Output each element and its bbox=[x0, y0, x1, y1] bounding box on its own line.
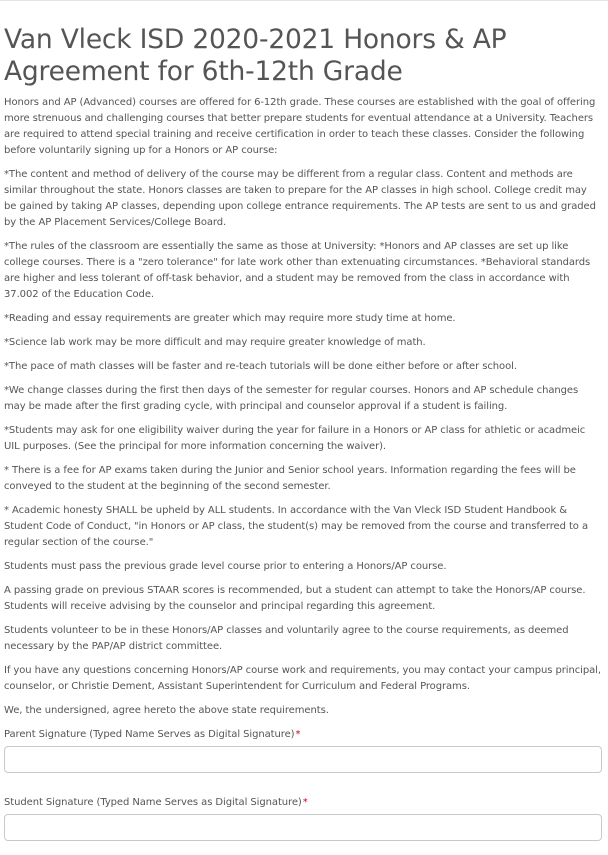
academic-honesty-paragraph: * Academic honesty SHALL be upheld by ALL students. In accordance with the Van Vleck ISD Student Handbook & Student Code of Conduct, "in Honors or AP class, the student(s) may be removed from the course and transferred to a regular section of the course." bbox=[4, 505, 588, 548]
schedule-changes-paragraph: *We change classes during the first then days of the semester for regular courses. Honors and AP schedule changes may be made after the first grading cycle, with principal and counselor approval if a student is failing. bbox=[4, 385, 579, 412]
parent-signature-group bbox=[4, 727, 602, 773]
student-signature-group bbox=[4, 795, 602, 841]
agreement-form bbox=[4, 24, 602, 841]
math-pace-paragraph: *The pace of math classes will be faster and re-teach tutorials will be done either before or after school. bbox=[4, 361, 517, 372]
ap-exam-fee-paragraph: * There is a fee for AP exams taken during the Junior and Senior school years. Information regarding the fees will be conveyed to the student at the beginning of the second semester. bbox=[4, 465, 576, 492]
reading-essay-paragraph: *Reading and essay requirements are greater which may require more study time at home. bbox=[4, 313, 456, 324]
top-divider bbox=[0, 0, 608, 1]
classroom-rules-paragraph: *The rules of the classroom are essentially the same as those at University: *Honors and AP classes are set up like college courses. There is a "zero tolerance" for late work other than extenuating circumstances. *Behavioral standards are higher and less tolerant of off-task behavior, and a student may be removed from the class in accordance with 37.002 of the Education Code. bbox=[4, 241, 591, 300]
prerequisite-paragraph: Students must pass the previous grade level course prior to entering a Honors/AP course. bbox=[4, 561, 447, 572]
agreement-text bbox=[4, 95, 602, 719]
science-lab-paragraph: *Science lab work may be more difficult and may require greater knowledge of math. bbox=[4, 337, 426, 348]
intro-paragraph: Honors and AP (Advanced) courses are offered for 6-12th grade. These courses are established with the goal of offering more strenuous and challenging courses that better prepare students for eventual attendance at a University. Teachers are required to attend special training and receive certification in order to teach these classes. Consider the following before voluntarily signing up for a Honors or AP course: bbox=[4, 97, 596, 156]
student-signature-input[interactable] bbox=[4, 814, 602, 841]
eligibility-waiver-paragraph: *Students may ask for one eligibility waiver during the year for failure in a Honors or AP class for athletic or acadmeic UIL purposes. (See the principal for more information concerning the waiver). bbox=[4, 425, 586, 452]
parent-signature-required-marker: * bbox=[295, 729, 301, 740]
volunteer-paragraph: Students volunteer to be in these Honors/AP classes and voluntarily agree to the course requirements, as deemed necessary by the PAP/AP district committee. bbox=[4, 625, 569, 652]
undersigned-paragraph: We, the undersigned, agree hereto the above state requirements. bbox=[4, 705, 329, 716]
form-title: Van Vleck ISD 2020-2021 Honors & AP Agreement for 6th-12th Grade bbox=[4, 24, 507, 87]
student-signature-label-text: Student Signature (Typed Name Serves as Digital Signature) bbox=[4, 797, 302, 808]
parent-signature-label bbox=[4, 727, 602, 743]
parent-signature-input[interactable] bbox=[4, 746, 602, 773]
parent-signature-label-text: Parent Signature (Typed Name Serves as Digital Signature) bbox=[4, 729, 295, 740]
student-signature-required-marker: * bbox=[302, 797, 308, 808]
student-signature-label bbox=[4, 795, 602, 811]
staar-paragraph: A passing grade on previous STAAR scores is recommended, but a student can attempt to take the Honors/AP course. Students will receive advising by the counselor and principal regarding this agreement. bbox=[4, 585, 586, 612]
course-delivery-paragraph: *The content and method of delivery of the course may be different from a regular class. Content and methods are similar throughout the state. Honors classes are taken to prepare for the AP classes in high school. College credit may be gained by taking AP classes, depending upon college entrance requirements. The AP tests are sent to us and graded by the AP Placement Services/College Board. bbox=[4, 169, 596, 228]
contact-paragraph: If you have any questions concerning Honors/AP course work and requirements, you may contact your campus principal, counselor, or Christie Dement, Assistant Superintendent for Curriculum and Federal Programs. bbox=[4, 665, 601, 692]
